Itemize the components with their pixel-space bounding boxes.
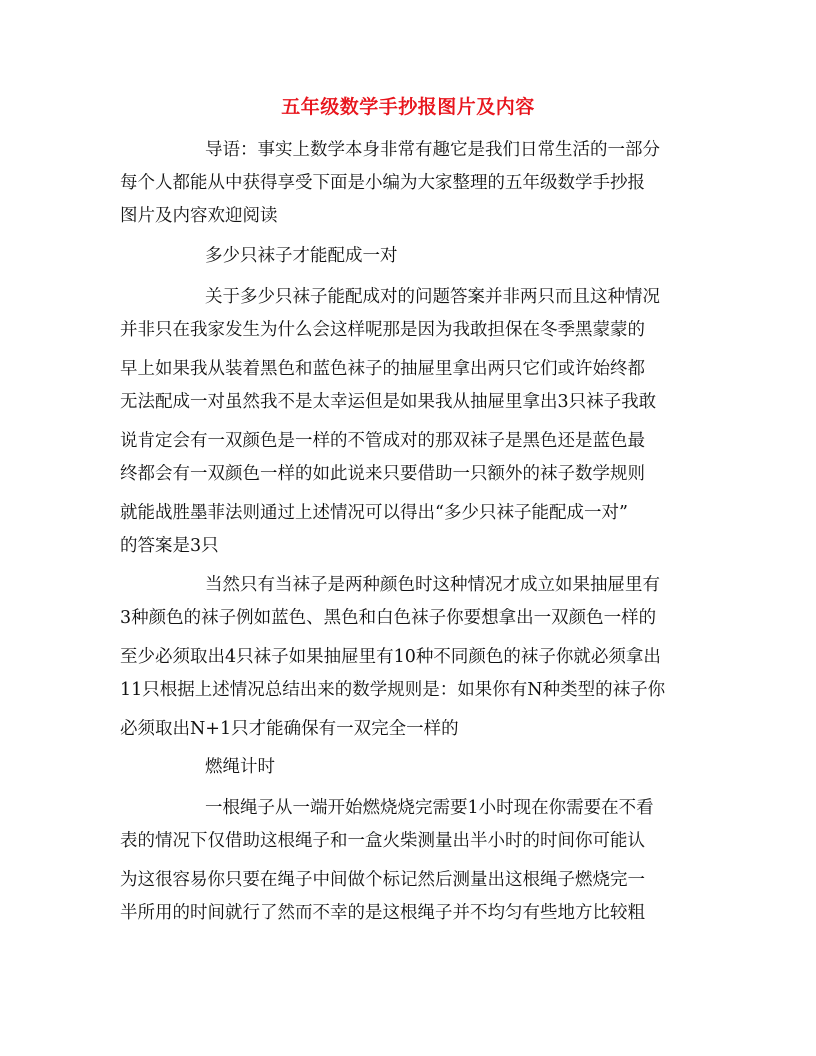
paragraph-line: 的答案是3只 bbox=[120, 536, 219, 556]
paragraph-line: 表的情况下仅借助这根绳子和一盒火柴测量出半小时的时间你可能认 bbox=[120, 831, 645, 851]
intro-line-2: 每个人都能从中获得享受下面是小编为大家整理的五年级数学手抄报 bbox=[120, 173, 645, 193]
section-heading-socks: 多少只袜子才能配成一对 bbox=[205, 246, 398, 266]
paragraph-line: 就能战胜墨菲法则通过上述情况可以得出“多少只袜子能配成一对” bbox=[120, 503, 628, 523]
paragraph-line: 早上如果我从装着黑色和蓝色袜子的抽屉里拿出两只它们或许始终都 bbox=[120, 359, 645, 379]
paragraph-line: 半所用的时间就行了然而不幸的是这根绳子并不均匀有些地方比较粗 bbox=[120, 903, 645, 923]
paragraph-line: 至少必须取出4只袜子如果抽屉里有10种不同颜色的袜子你就必须拿出 bbox=[120, 647, 661, 667]
paragraph-line: 无法配成一对虽然我不是太幸运但是如果我从抽屉里拿出3只袜子我敢 bbox=[120, 392, 657, 412]
paragraph-line: 并非只在我家发生为什么会这样呢那是因为我敢担保在冬季黑蒙蒙的 bbox=[120, 320, 645, 340]
paragraph-line: 当然只有当袜子是两种颜色时这种情况才成立如果抽屉里有 bbox=[205, 575, 660, 595]
paragraph-line: 终都会有一双颜色一样的如此说来只要借助一只额外的袜子数学规则 bbox=[120, 464, 645, 484]
intro-line-3: 图片及内容欢迎阅读 bbox=[120, 206, 278, 226]
paragraph-line: 3种颜色的袜子例如蓝色、黑色和白色袜子你要想拿出一双颜色一样的 bbox=[120, 608, 657, 628]
paragraph-line: 为这很容易你只要在绳子中间做个标记然后测量出这根绳子燃烧完一 bbox=[120, 870, 645, 890]
paragraph-line: 说肯定会有一双颜色是一样的不管成对的那双袜子是黑色还是蓝色最 bbox=[120, 431, 645, 451]
page-title: 五年级数学手抄报图片及内容 bbox=[281, 96, 535, 118]
paragraph-line: 一根绳子从一端开始燃烧烧完需要1小时现在你需要在不看 bbox=[205, 798, 654, 818]
paragraph-line: 关于多少只袜子能配成对的问题答案并非两只而且这种情况 bbox=[205, 287, 660, 307]
paragraph-line: 必须取出N+1只才能确保有一双完全一样的 bbox=[120, 719, 459, 739]
intro-line-1: 导语：事实上数学本身非常有趣它是我们日常生活的一部分 bbox=[205, 140, 660, 160]
section-heading-rope: 燃绳计时 bbox=[205, 757, 275, 777]
paragraph-line: 11只根据上述情况总结出来的数学规则是：如果你有N种类型的袜子你 bbox=[120, 680, 666, 700]
